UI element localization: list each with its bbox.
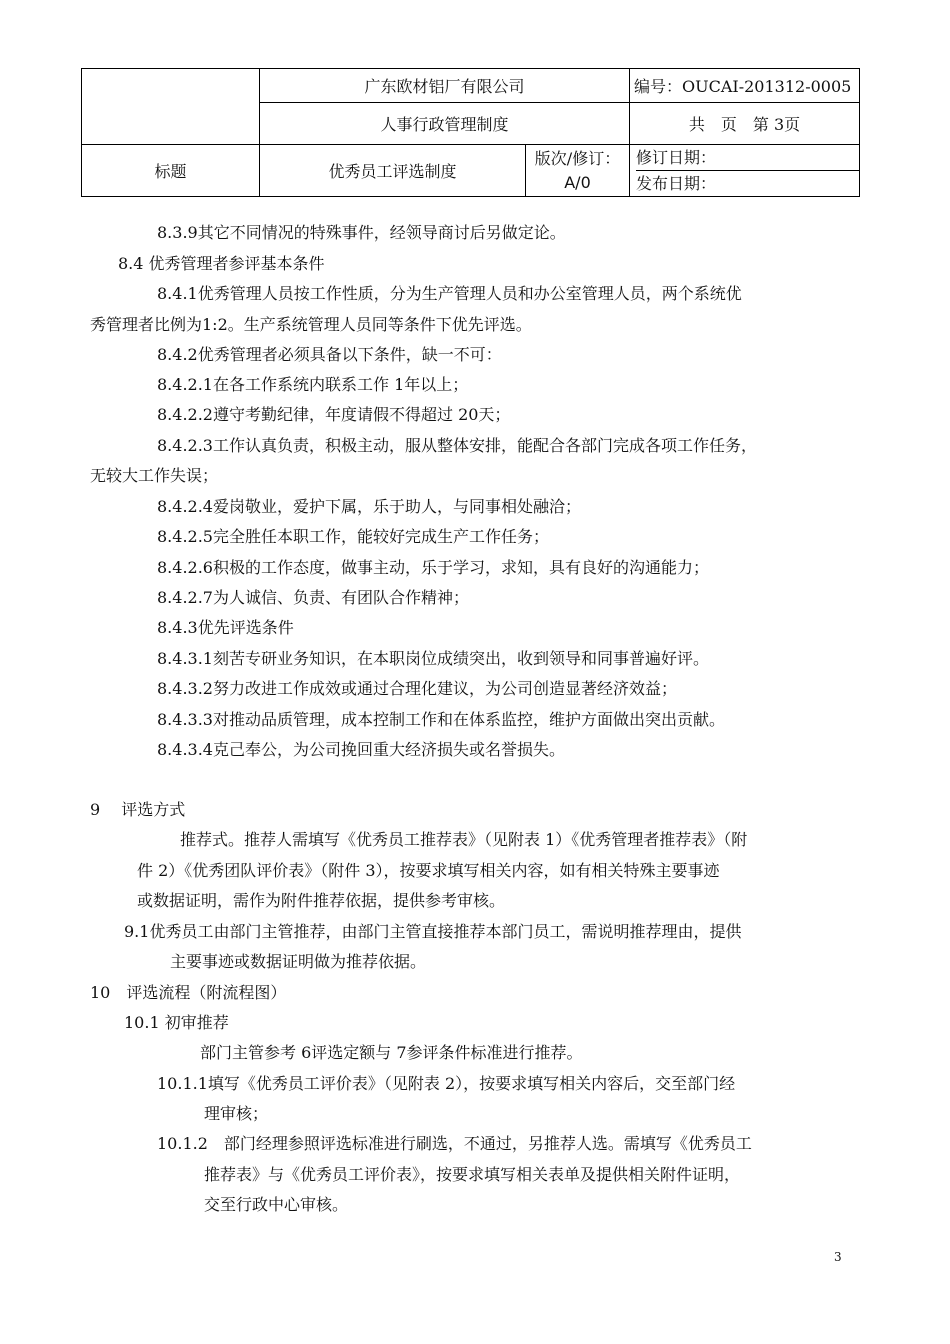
document-title: 优秀员工评选制度 (260, 145, 526, 197)
text-line: 8.4.1优秀管理人员按工作性质，分为生产管理人员和办公室管理人员，两个系统优 (157, 284, 742, 303)
section-heading: 8.4 优秀管理者参评基本条件 (118, 254, 325, 273)
text-line: 8.4.2.4爱岗敬业，爱护下属，乐于助人，与同事相处融洽； (157, 497, 581, 516)
version-cell (526, 145, 630, 197)
text-line: 8.4.2.1在各工作系统内联系工作 1年以上； (157, 375, 469, 394)
text-line: 8.4.2.7为人诚信、负责、有团队合作精神； (157, 588, 469, 607)
text-line: 秀管理者比例为1:2。生产系统管理人员同等条件下优先评选。 (90, 315, 532, 334)
text-line: 8.4.3.1刻苦专研业务知识，在本职岗位成绩突出，收到领导和同事普遍好评。 (157, 649, 709, 668)
text-line: 8.4.2.3工作认真负责，积极主动，服从整体安排，能配合各部门完成各项工作任务， (157, 436, 757, 455)
text-line: 无较大工作失误； (90, 466, 219, 485)
text-line: 8.4.3优先评选条件 (157, 618, 294, 637)
version-value: A/0 (564, 172, 591, 192)
release-date-label: 发布日期： (636, 174, 717, 193)
section-heading: 10.1 初审推荐 (124, 1013, 229, 1032)
text-line: 交至行政中心审核。 (204, 1195, 349, 1214)
date-cell (630, 145, 860, 197)
text-line: 部门主管参考 6评选定额与 7参评条件标准进行推荐。 (200, 1043, 583, 1062)
text-line: 推荐式。推荐人需填写《优秀员工推荐表》（见附表 1）《优秀管理者推荐表》（附 (180, 830, 748, 849)
system-name: 人事行政管理制度 (260, 103, 630, 145)
text-line: 8.3.9其它不同情况的特殊事件，经领导商讨后另做定论。 (157, 223, 566, 242)
revision-date-label: 修订日期： (636, 145, 859, 171)
text-line: 8.4.3.3对推动品质管理，成本控制工作和在体系监控，维护方面做出突出贡献。 (157, 710, 725, 729)
text-line: 理审核； (204, 1104, 269, 1123)
text-line: 主要事迹或数据证明做为推荐依据。 (170, 952, 427, 971)
text-line: 件 2）《优秀团队评价表》（附件 3），按要求填写相关内容，如有相关特殊主要事迹 (137, 861, 720, 880)
logo-cell (82, 69, 260, 145)
text-line: 9.1优秀员工由部门主管推荐，由部门主管直接推荐本部门员工，需说明推荐理由，提供 (124, 922, 742, 941)
text-line: 8.4.3.2努力改进工作成效或通过合理化建议，为公司创造显著经济效益； (157, 679, 677, 698)
version-label: 版次/修订： (534, 148, 621, 168)
section-heading: 9 评选方式 (90, 800, 186, 819)
section-heading: 10 评选流程（附流程图） (90, 983, 287, 1002)
page-number: 3 (834, 1250, 842, 1264)
text-line: 推荐表》与《优秀员工评价表》，按要求填写相关表单及提供相关附件证明， (204, 1165, 741, 1184)
title-label: 标题 (82, 145, 260, 197)
page-count: 共 页 第 3页 (630, 103, 860, 145)
text-line: 8.4.2.2遵守考勤纪律，年度请假不得超过 20天； (157, 405, 511, 424)
text-line: 10.1.2 部门经理参照评选标准进行刷选，不通过，另推荐人选。需填写《优秀员工 (157, 1134, 752, 1153)
text-line: 8.4.2.5完全胜任本职工作，能较好完成生产工作任务； (157, 527, 549, 546)
document-number: 编号：OUCAI-201312-0005 (630, 69, 860, 103)
header-table (81, 68, 860, 197)
text-line: 8.4.2.6积极的工作态度，做事主动，乐于学习，求知，具有良好的沟通能力； (157, 558, 709, 577)
text-line: 8.4.2优秀管理者必须具备以下条件，缺一不可： (157, 345, 502, 364)
text-line: 8.4.3.4克己奉公，为公司挽回重大经济损失或名誉损失。 (157, 740, 565, 759)
text-line: 或数据证明，需作为附件推荐依据，提供参考审核。 (137, 891, 506, 910)
text-line: 10.1.1填写《优秀员工评价表》（见附表 2），按要求填写相关内容后，交至部门经 (157, 1074, 736, 1093)
company-name: 广东欧材铝厂有限公司 (260, 69, 630, 103)
